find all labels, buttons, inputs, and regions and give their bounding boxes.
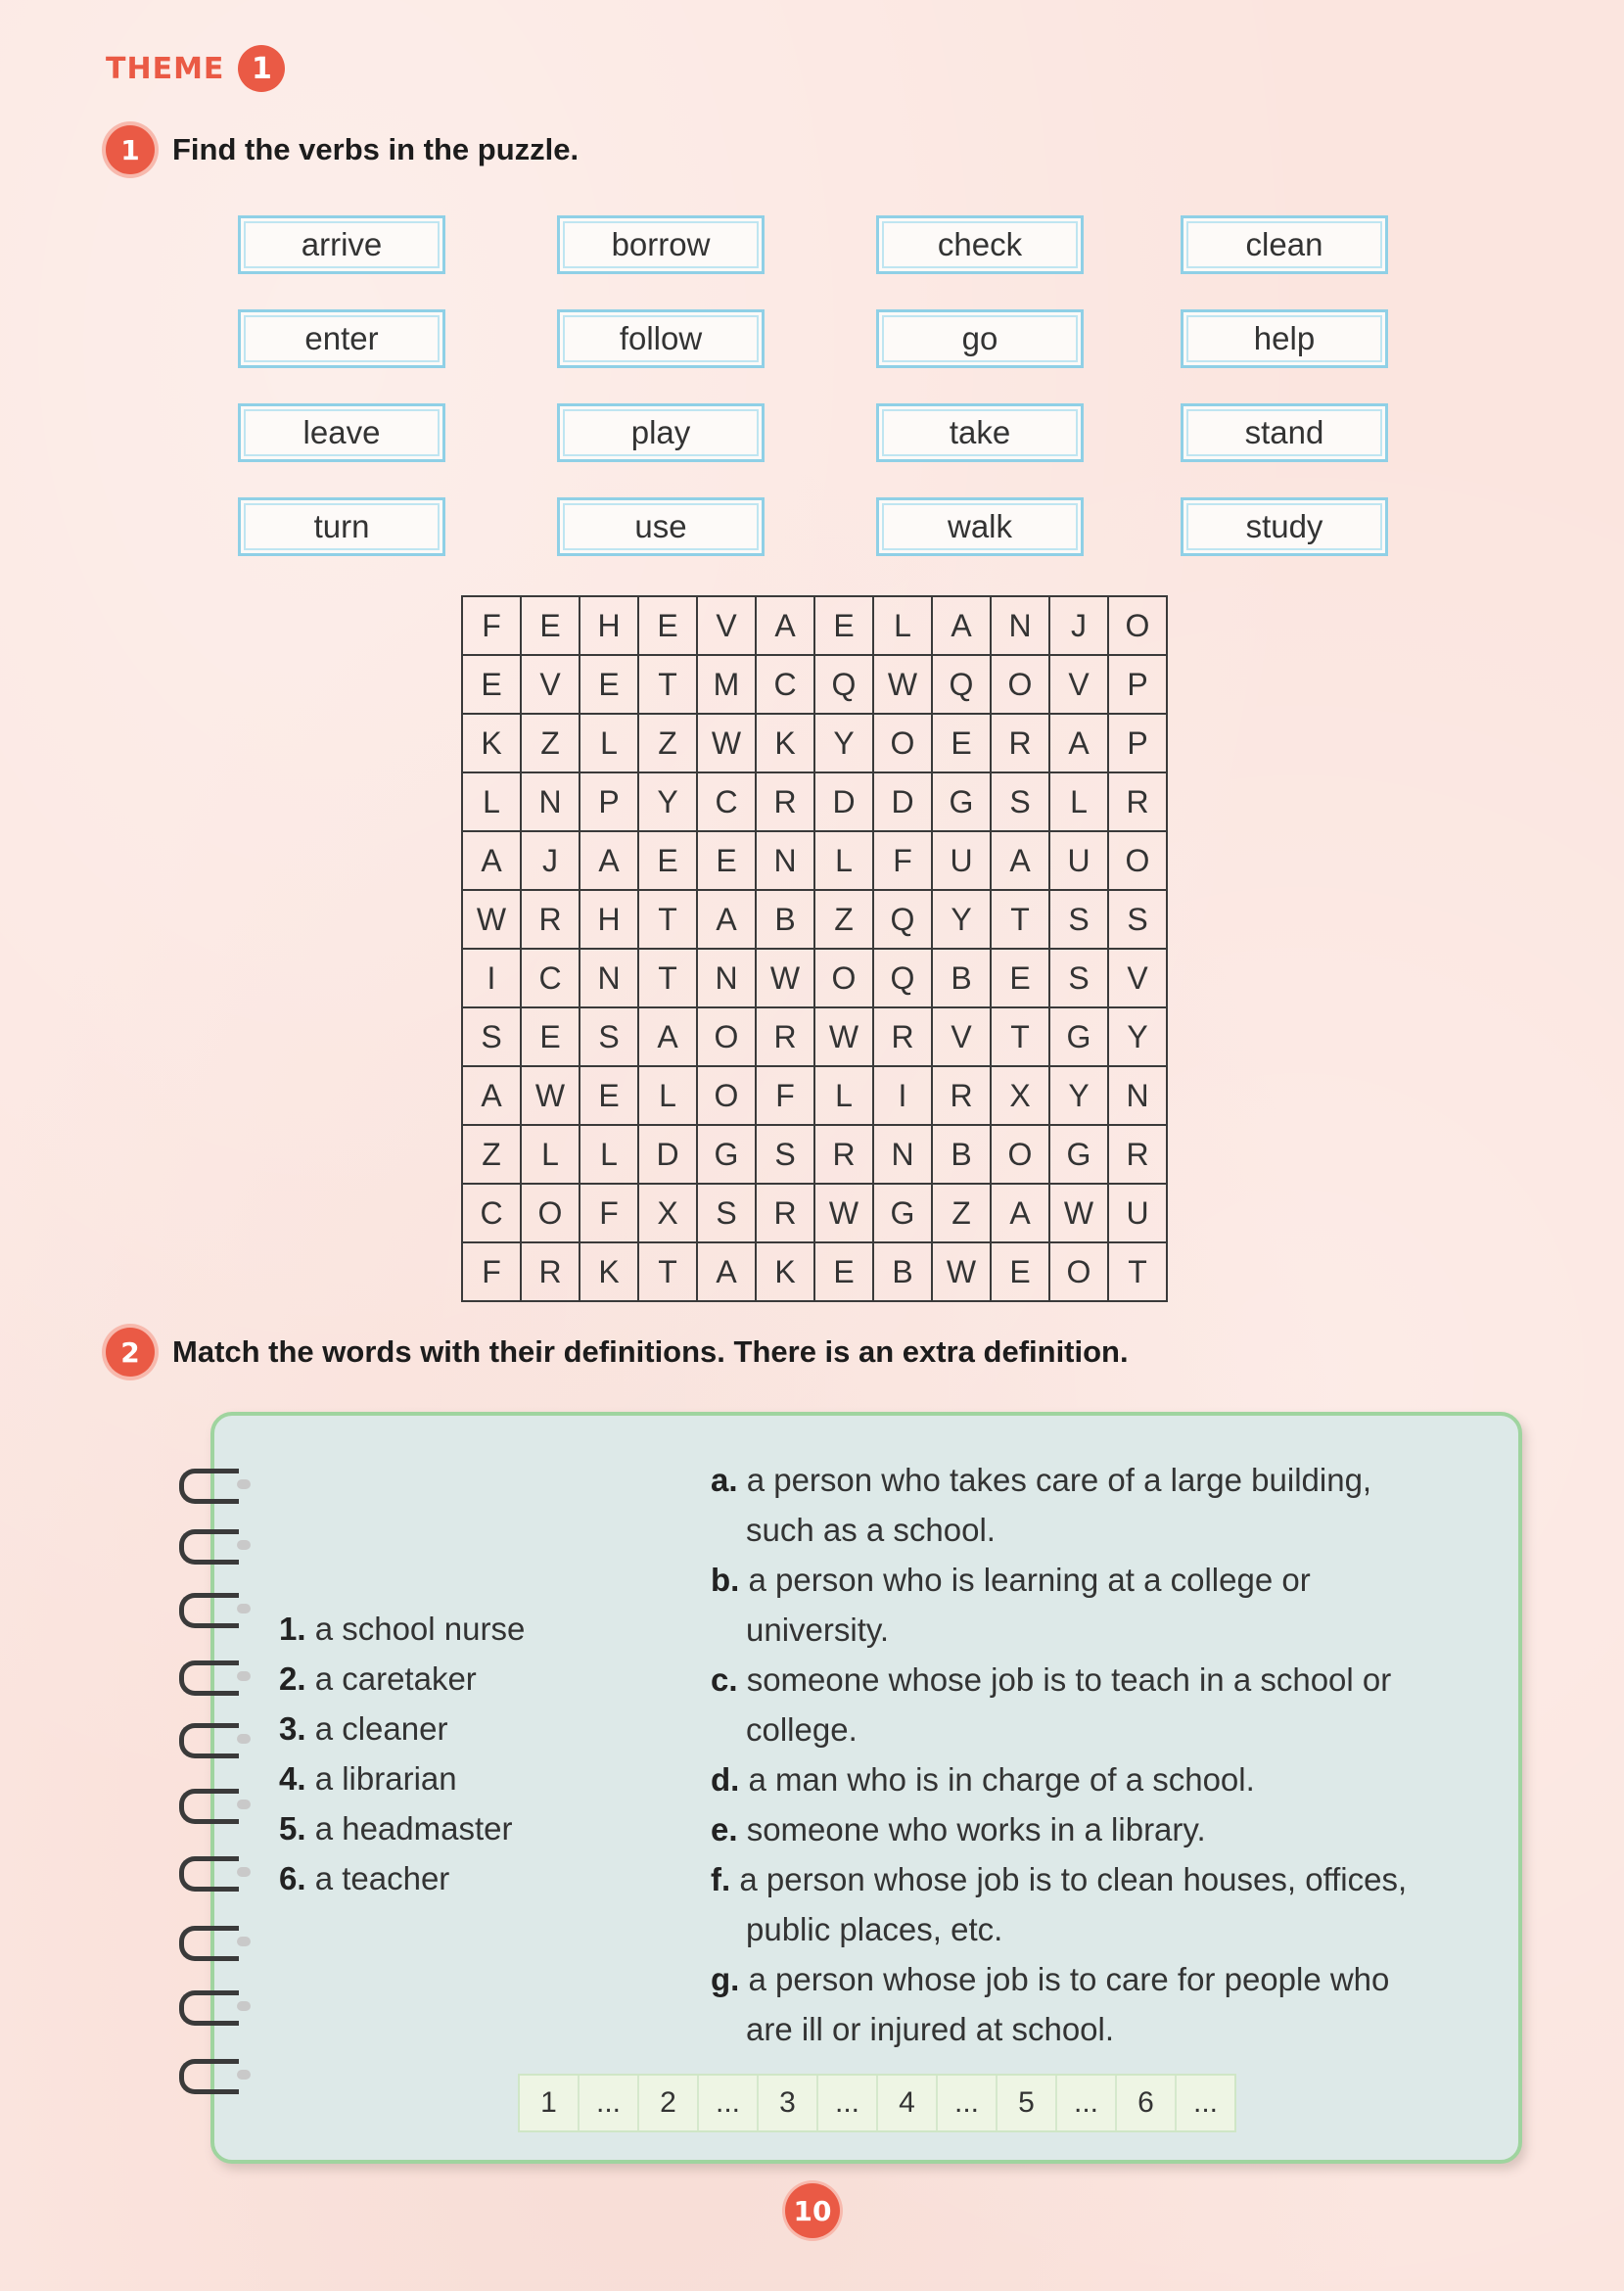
grid-cell[interactable]: E — [638, 596, 697, 655]
grid-cell[interactable]: F — [756, 1066, 814, 1125]
grid-row — [462, 596, 1167, 655]
grid-cell[interactable]: M — [697, 655, 756, 714]
spiral-ring-icon — [179, 1593, 239, 1628]
grid-cell[interactable]: W — [932, 1242, 991, 1301]
definition-text: a person who is learning at a college or — [748, 1562, 1311, 1598]
definition-text: a person who takes care of a large building, — [746, 1462, 1372, 1498]
grid-row — [462, 772, 1167, 831]
grid-cell[interactable]: H — [580, 596, 638, 655]
grid-cell[interactable]: L — [638, 1066, 697, 1125]
grid-cell[interactable]: E — [580, 1066, 638, 1125]
grid-cell[interactable]: E — [521, 1007, 580, 1066]
theme-label: THEME — [106, 51, 225, 86]
grid-cell[interactable]: R — [991, 714, 1049, 772]
definition-letter: b. — [711, 1562, 740, 1598]
grid-cell[interactable]: A — [1049, 714, 1108, 772]
word-card: go — [876, 309, 1084, 368]
grid-cell[interactable]: E — [521, 596, 580, 655]
grid-cell[interactable]: N — [521, 772, 580, 831]
grid-cell[interactable]: E — [638, 831, 697, 890]
definition-text-continued: college. — [746, 1711, 858, 1748]
item-text: a librarian — [314, 1760, 457, 1797]
word-card: clean — [1181, 215, 1388, 274]
grid-cell[interactable]: T — [638, 655, 697, 714]
definition-letter: a. — [711, 1462, 738, 1498]
grid-row — [462, 1066, 1167, 1125]
grid-cell[interactable]: J — [1049, 596, 1108, 655]
grid-cell[interactable]: K — [756, 1242, 814, 1301]
definition-letter: d. — [711, 1761, 740, 1798]
answer-blank[interactable]: ... — [1057, 2076, 1117, 2130]
spiral-ring-icon — [179, 1469, 239, 1504]
grid-cell[interactable]: A — [932, 596, 991, 655]
grid-row — [462, 890, 1167, 949]
grid-cell[interactable]: L — [580, 1125, 638, 1184]
grid-cell[interactable]: O — [697, 1066, 756, 1125]
definition-text-continued: such as a school. — [746, 1512, 996, 1548]
exercise-2-heading — [106, 1328, 1129, 1377]
definition-item — [711, 1754, 1484, 1804]
item-number: 3. — [279, 1710, 306, 1747]
word-card: follow — [557, 309, 765, 368]
grid-cell[interactable]: Z — [462, 1125, 521, 1184]
grid-cell[interactable]: F — [873, 831, 932, 890]
grid-cell[interactable]: S — [1049, 949, 1108, 1007]
grid-cell[interactable]: A — [991, 831, 1049, 890]
grid-cell[interactable]: L — [462, 772, 521, 831]
definition-item — [711, 1555, 1484, 1655]
grid-cell[interactable]: R — [1108, 1125, 1167, 1184]
grid-cell[interactable]: Z — [521, 714, 580, 772]
grid-cell[interactable]: W — [756, 949, 814, 1007]
grid-cell[interactable]: L — [521, 1125, 580, 1184]
grid-cell[interactable]: W — [814, 1184, 873, 1242]
exercise-2-instruction: Match the words with their definitions. There is an extra definition. — [172, 1334, 1129, 1369]
grid-row — [462, 1242, 1167, 1301]
grid-cell[interactable]: U — [1108, 1184, 1167, 1242]
definition-text-continued: public places, etc. — [746, 1911, 1003, 1947]
grid-cell[interactable]: G — [1049, 1125, 1108, 1184]
answer-number: 6 — [1117, 2076, 1177, 2130]
word-card: walk — [876, 497, 1084, 556]
answer-blank[interactable]: ... — [580, 2076, 639, 2130]
grid-cell[interactable]: V — [521, 655, 580, 714]
item-number: 4. — [279, 1760, 306, 1797]
grid-cell[interactable]: O — [873, 714, 932, 772]
definition-text-continued: university. — [746, 1612, 890, 1648]
grid-cell[interactable]: D — [873, 772, 932, 831]
grid-cell[interactable]: D — [814, 772, 873, 831]
grid-cell[interactable]: A — [580, 831, 638, 890]
grid-cell[interactable]: R — [756, 772, 814, 831]
grid-cell[interactable]: Z — [638, 714, 697, 772]
grid-cell[interactable]: F — [580, 1184, 638, 1242]
grid-cell[interactable]: J — [521, 831, 580, 890]
grid-cell[interactable]: E — [697, 831, 756, 890]
grid-cell[interactable]: E — [991, 1242, 1049, 1301]
grid-cell[interactable]: V — [932, 1007, 991, 1066]
grid-cell[interactable]: T — [638, 1242, 697, 1301]
grid-cell[interactable]: Z — [814, 890, 873, 949]
word-card: study — [1181, 497, 1388, 556]
grid-cell[interactable]: Y — [1108, 1007, 1167, 1066]
word-card: play — [557, 403, 765, 462]
grid-cell[interactable]: S — [991, 772, 1049, 831]
spiral-ring-icon — [179, 1789, 239, 1824]
item-text: a headmaster — [314, 1810, 513, 1847]
grid-cell[interactable]: E — [814, 1242, 873, 1301]
exercise-1-instruction: Find the verbs in the puzzle. — [172, 132, 580, 166]
grid-cell[interactable]: P — [1108, 714, 1167, 772]
grid-cell[interactable]: O — [991, 1125, 1049, 1184]
definition-item — [711, 1455, 1484, 1555]
list-item — [279, 1604, 525, 1654]
grid-cell[interactable]: R — [756, 1184, 814, 1242]
exercise-2-number-badge: 2 — [106, 1328, 155, 1377]
item-text: a teacher — [314, 1860, 450, 1896]
grid-cell[interactable]: V — [697, 596, 756, 655]
grid-cell[interactable]: L — [580, 714, 638, 772]
grid-cell[interactable]: U — [932, 831, 991, 890]
grid-cell[interactable]: C — [462, 1184, 521, 1242]
grid-row — [462, 655, 1167, 714]
spiral-ring-icon — [179, 1529, 239, 1565]
grid-cell[interactable]: W — [697, 714, 756, 772]
item-number: 6. — [279, 1860, 306, 1896]
grid-cell[interactable]: O — [1108, 831, 1167, 890]
definition-letter: c. — [711, 1661, 738, 1698]
grid-cell[interactable]: K — [580, 1242, 638, 1301]
grid-cell[interactable]: R — [814, 1125, 873, 1184]
definition-item — [711, 1655, 1484, 1754]
grid-cell[interactable]: X — [991, 1066, 1049, 1125]
word-card: use — [557, 497, 765, 556]
grid-row — [462, 1125, 1167, 1184]
grid-cell[interactable]: B — [873, 1242, 932, 1301]
definition-item — [711, 1954, 1484, 2054]
grid-cell[interactable]: K — [462, 714, 521, 772]
grid-cell[interactable]: R — [932, 1066, 991, 1125]
answer-number: 3 — [759, 2076, 818, 2130]
grid-cell[interactable]: E — [932, 714, 991, 772]
grid-cell[interactable]: F — [462, 1242, 521, 1301]
grid-row — [462, 714, 1167, 772]
grid-cell[interactable]: O — [1049, 1242, 1108, 1301]
grid-cell[interactable]: E — [462, 655, 521, 714]
grid-cell[interactable]: O — [991, 655, 1049, 714]
grid-cell[interactable]: R — [873, 1007, 932, 1066]
grid-cell[interactable]: O — [521, 1184, 580, 1242]
grid-cell[interactable]: A — [697, 890, 756, 949]
definition-letter: e. — [711, 1811, 738, 1847]
answer-number: 4 — [878, 2076, 938, 2130]
grid-cell[interactable]: Q — [873, 949, 932, 1007]
exercise-1-heading — [106, 125, 579, 174]
word-card: leave — [238, 403, 445, 462]
word-card: check — [876, 215, 1084, 274]
grid-cell[interactable]: Y — [638, 772, 697, 831]
spiral-ring-icon — [179, 1660, 239, 1696]
grid-cell[interactable]: L — [873, 596, 932, 655]
grid-cell[interactable]: R — [1108, 772, 1167, 831]
grid-cell[interactable]: Q — [873, 890, 932, 949]
definition-text: a person whose job is to clean houses, offices, — [739, 1861, 1408, 1897]
grid-cell[interactable]: E — [580, 655, 638, 714]
grid-cell[interactable]: K — [756, 714, 814, 772]
grid-cell[interactable]: P — [1108, 655, 1167, 714]
answer-strip — [518, 2074, 1236, 2132]
definition-text: a man who is in charge of a school. — [748, 1761, 1255, 1798]
grid-cell[interactable]: E — [991, 949, 1049, 1007]
grid-cell[interactable]: Q — [932, 655, 991, 714]
grid-cell[interactable]: A — [462, 831, 521, 890]
list-item — [279, 1753, 525, 1803]
grid-cell[interactable]: I — [873, 1066, 932, 1125]
grid-row — [462, 949, 1167, 1007]
grid-cell[interactable]: Y — [932, 890, 991, 949]
grid-cell[interactable]: T — [991, 1007, 1049, 1066]
grid-cell[interactable]: P — [580, 772, 638, 831]
spiral-ring-icon — [179, 2059, 239, 2094]
grid-cell[interactable]: B — [932, 1125, 991, 1184]
definition-text: a person whose job is to care for people who — [748, 1961, 1390, 1997]
grid-cell[interactable]: U — [1049, 831, 1108, 890]
definition-item — [711, 1854, 1484, 1954]
grid-cell[interactable]: Y — [1049, 1066, 1108, 1125]
grid-cell[interactable]: O — [697, 1007, 756, 1066]
grid-cell[interactable]: I — [462, 949, 521, 1007]
grid-cell[interactable]: N — [756, 831, 814, 890]
grid-cell[interactable]: G — [932, 772, 991, 831]
grid-cell[interactable]: N — [1108, 1066, 1167, 1125]
definition-letter: f. — [711, 1861, 731, 1897]
grid-cell[interactable]: N — [873, 1125, 932, 1184]
grid-cell[interactable]: V — [1049, 655, 1108, 714]
grid-cell[interactable]: W — [1049, 1184, 1108, 1242]
item-text: a school nurse — [314, 1611, 526, 1647]
list-item — [279, 1654, 525, 1704]
spiral-ring-icon — [179, 1990, 239, 2026]
grid-cell[interactable]: C — [756, 655, 814, 714]
grid-cell[interactable]: L — [814, 831, 873, 890]
answer-blank[interactable]: ... — [699, 2076, 759, 2130]
grid-row — [462, 1007, 1167, 1066]
grid-cell[interactable]: O — [1108, 596, 1167, 655]
grid-cell[interactable]: R — [756, 1007, 814, 1066]
answer-blank[interactable]: ... — [818, 2076, 878, 2130]
word-card: take — [876, 403, 1084, 462]
grid-cell[interactable]: T — [1108, 1242, 1167, 1301]
grid-cell[interactable]: A — [697, 1242, 756, 1301]
grid-cell[interactable]: G — [1049, 1007, 1108, 1066]
word-card: turn — [238, 497, 445, 556]
item-number: 5. — [279, 1810, 306, 1847]
word-card: enter — [238, 309, 445, 368]
grid-cell[interactable]: W — [521, 1066, 580, 1125]
grid-cell[interactable]: L — [1049, 772, 1108, 831]
definition-list — [711, 1455, 1484, 2054]
list-item — [279, 1704, 525, 1753]
theme-number-badge: 1 — [238, 45, 285, 92]
grid-cell[interactable]: G — [697, 1125, 756, 1184]
list-item — [279, 1853, 525, 1903]
grid-cell[interactable]: T — [638, 890, 697, 949]
answer-blank[interactable]: ... — [1177, 2076, 1234, 2130]
grid-cell[interactable]: S — [697, 1184, 756, 1242]
grid-cell[interactable]: N — [991, 596, 1049, 655]
word-search-grid — [461, 595, 1168, 1302]
grid-cell[interactable]: V — [1108, 949, 1167, 1007]
answer-number: 5 — [998, 2076, 1057, 2130]
grid-cell[interactable]: Y — [814, 714, 873, 772]
exercise-1-number-badge: 1 — [106, 125, 155, 174]
page-number-badge: 10 — [785, 2183, 840, 2238]
word-list — [279, 1604, 525, 1903]
grid-cell[interactable]: S — [580, 1007, 638, 1066]
item-text: a caretaker — [314, 1660, 477, 1697]
answer-blank[interactable]: ... — [938, 2076, 998, 2130]
grid-cell[interactable]: W — [462, 890, 521, 949]
grid-cell[interactable]: R — [521, 890, 580, 949]
grid-cell[interactable]: T — [638, 949, 697, 1007]
grid-cell[interactable]: A — [462, 1066, 521, 1125]
definition-text-continued: are ill or injured at school. — [746, 2011, 1115, 2047]
list-item — [279, 1803, 525, 1853]
answer-number: 2 — [639, 2076, 699, 2130]
answer-number: 1 — [520, 2076, 580, 2130]
word-card: arrive — [238, 215, 445, 274]
grid-cell[interactable]: N — [697, 949, 756, 1007]
grid-cell[interactable]: N — [580, 949, 638, 1007]
grid-cell[interactable]: D — [638, 1125, 697, 1184]
item-number: 1. — [279, 1611, 306, 1647]
grid-cell[interactable]: A — [638, 1007, 697, 1066]
theme-header — [106, 45, 285, 92]
grid-cell[interactable]: R — [521, 1242, 580, 1301]
grid-cell[interactable]: F — [462, 596, 521, 655]
grid-cell[interactable]: C — [697, 772, 756, 831]
grid-cell[interactable]: Q — [814, 655, 873, 714]
grid-cell[interactable]: L — [814, 1066, 873, 1125]
grid-cell[interactable]: A — [756, 596, 814, 655]
grid-cell[interactable]: W — [873, 655, 932, 714]
word-card: stand — [1181, 403, 1388, 462]
grid-cell[interactable]: Z — [932, 1184, 991, 1242]
grid-row — [462, 831, 1167, 890]
definition-text: someone who works in a library. — [746, 1811, 1206, 1847]
grid-cell[interactable]: G — [873, 1184, 932, 1242]
grid-cell[interactable]: T — [991, 890, 1049, 949]
grid-cell[interactable]: S — [462, 1007, 521, 1066]
word-card: help — [1181, 309, 1388, 368]
grid-cell[interactable]: S — [1049, 890, 1108, 949]
spiral-ring-icon — [179, 1926, 239, 1961]
grid-cell[interactable]: C — [521, 949, 580, 1007]
spiral-ring-icon — [179, 1856, 239, 1892]
grid-cell[interactable]: B — [932, 949, 991, 1007]
definition-letter: g. — [711, 1961, 740, 1997]
definition-text: someone whose job is to teach in a school or — [746, 1661, 1392, 1698]
grid-cell[interactable]: S — [756, 1125, 814, 1184]
grid-cell[interactable]: S — [1108, 890, 1167, 949]
grid-row — [462, 1184, 1167, 1242]
spiral-ring-icon — [179, 1723, 239, 1758]
grid-cell[interactable]: H — [580, 890, 638, 949]
grid-cell[interactable]: O — [814, 949, 873, 1007]
word-card: borrow — [557, 215, 765, 274]
grid-cell[interactable]: W — [814, 1007, 873, 1066]
grid-cell[interactable]: X — [638, 1184, 697, 1242]
item-number: 2. — [279, 1660, 306, 1697]
item-text: a cleaner — [314, 1710, 448, 1747]
grid-cell[interactable]: B — [756, 890, 814, 949]
grid-cell[interactable]: A — [991, 1184, 1049, 1242]
definition-item — [711, 1804, 1484, 1854]
grid-cell[interactable]: E — [814, 596, 873, 655]
